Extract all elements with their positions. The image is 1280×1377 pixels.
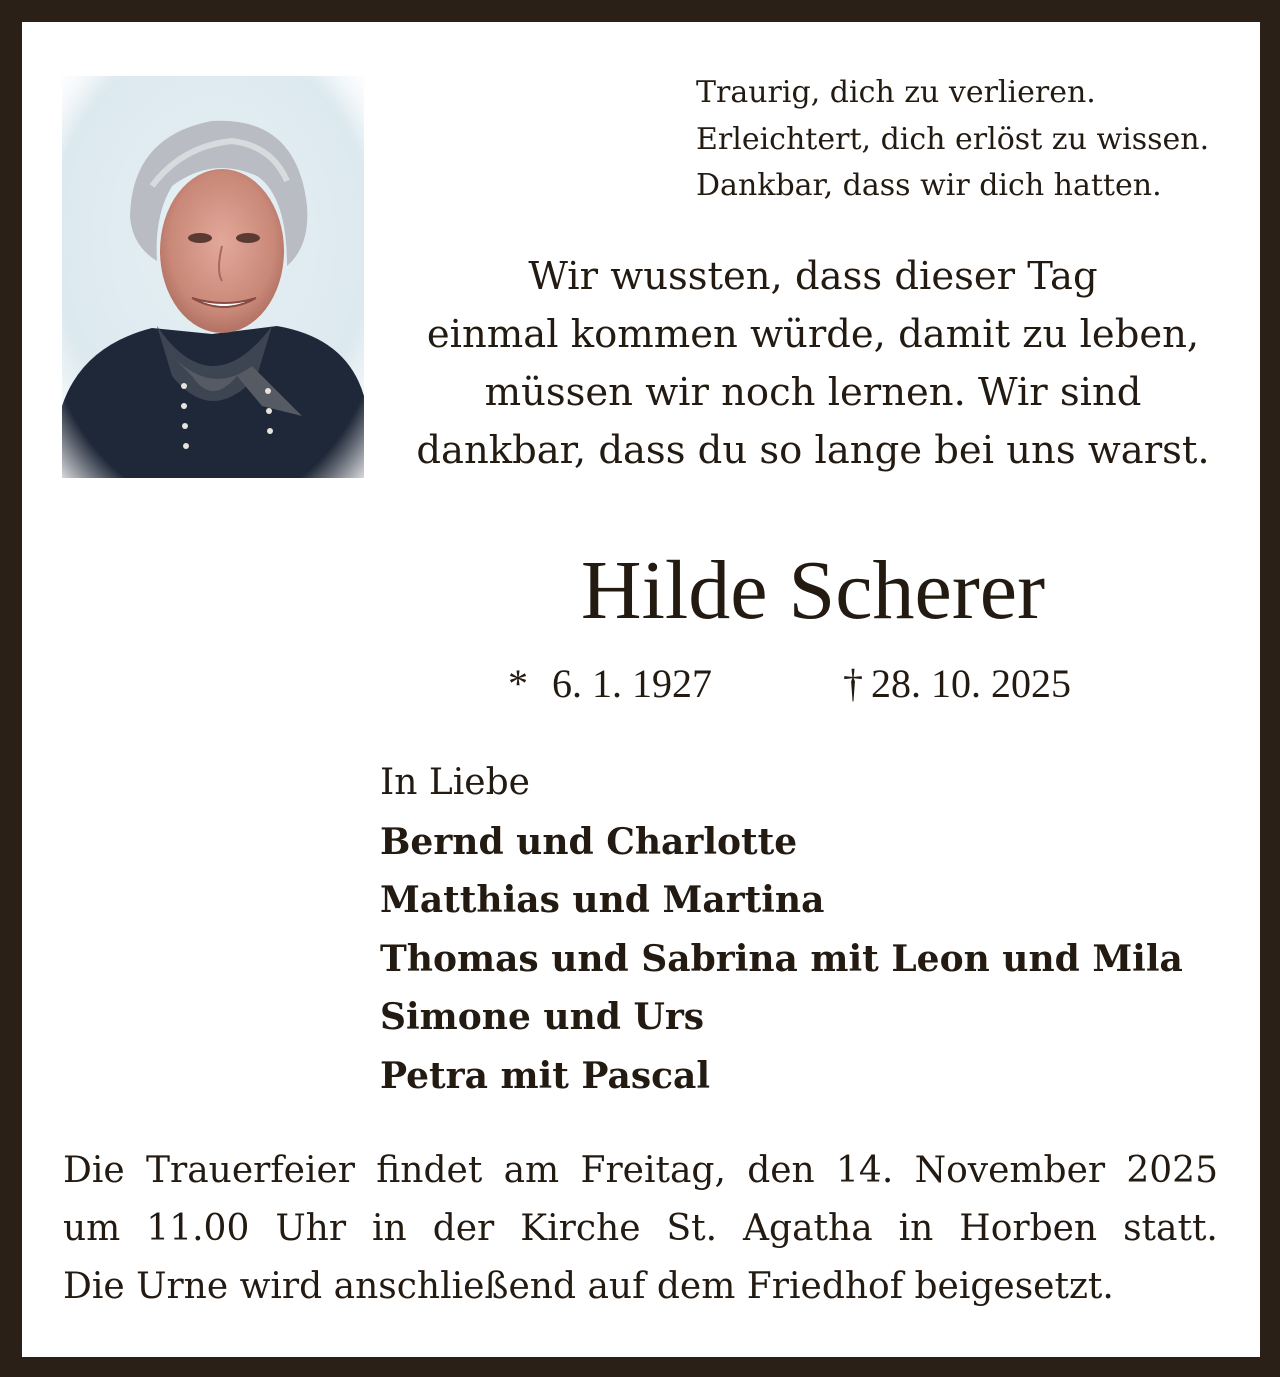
poem-verse (696, 70, 1209, 210)
family-member: Bernd und Charlotte (380, 820, 798, 863)
service-word: in (372, 1208, 407, 1249)
farewell-quote (380, 248, 1246, 480)
service-word: St. (666, 1208, 718, 1249)
service-word: der (432, 1208, 495, 1249)
family-member: Simone und Urs (380, 996, 705, 1038)
poem-line: Traurig, dich zu verlieren. (696, 75, 1096, 110)
service-word: 2025 (1126, 1150, 1218, 1191)
death-date (843, 656, 1071, 712)
service-word: den (747, 1150, 815, 1191)
birth-date (508, 656, 712, 712)
portrait-illustration (62, 76, 364, 478)
service-word: Horben (959, 1208, 1098, 1249)
poem-line: Dankbar, dass wir dich hatten. (696, 168, 1162, 203)
service-line: Die Urne wird anschließend auf dem Friedhof beigesetzt. (63, 1266, 1114, 1307)
service-word: findet (376, 1150, 483, 1191)
service-word: Freitag, (580, 1150, 726, 1191)
deceased-name: Hilde Scherer (580, 544, 1046, 637)
birth-date-value: 6. 1. 1927 (552, 661, 712, 706)
service-word: Trauerfeier (145, 1150, 356, 1191)
family-signatures (380, 754, 1183, 1105)
quote-line: einmal kommen würde, damit zu leben, (426, 312, 1200, 357)
family-intro: In Liebe (380, 762, 530, 803)
death-cross-symbol: † (843, 661, 863, 706)
birth-star-symbol: * (508, 661, 528, 706)
quote-line: dankbar, dass du so lange bei uns warst. (416, 428, 1210, 473)
service-line (63, 1200, 1218, 1258)
service-word: 11.00 (146, 1208, 250, 1249)
service-word: 14. (836, 1150, 894, 1191)
portrait-photo (62, 76, 364, 478)
death-date-value: 28. 10. 2025 (871, 661, 1071, 706)
family-member: Matthias und Martina (380, 879, 825, 921)
service-word: am (503, 1150, 560, 1191)
service-word: um (63, 1208, 121, 1249)
family-member: Thomas und Sabrina mit Leon und Mila (380, 937, 1183, 980)
service-word: November (914, 1150, 1106, 1191)
service-word: Die (63, 1150, 125, 1191)
funeral-service-info (63, 1142, 1218, 1316)
service-word: Uhr (275, 1208, 347, 1249)
service-line (63, 1142, 1218, 1200)
quote-line: Wir wussten, dass dieser Tag (528, 254, 1098, 299)
service-word: Kirche (520, 1208, 641, 1249)
service-word: in (898, 1208, 934, 1249)
poem-line: Erleichtert, dich erlöst zu wissen. (696, 121, 1210, 157)
quote-line: müssen wir noch lernen. Wir sind (484, 370, 1142, 415)
service-word: Agatha (743, 1208, 873, 1249)
service-word: statt. (1123, 1208, 1218, 1249)
family-member: Petra mit Pascal (380, 1054, 711, 1097)
